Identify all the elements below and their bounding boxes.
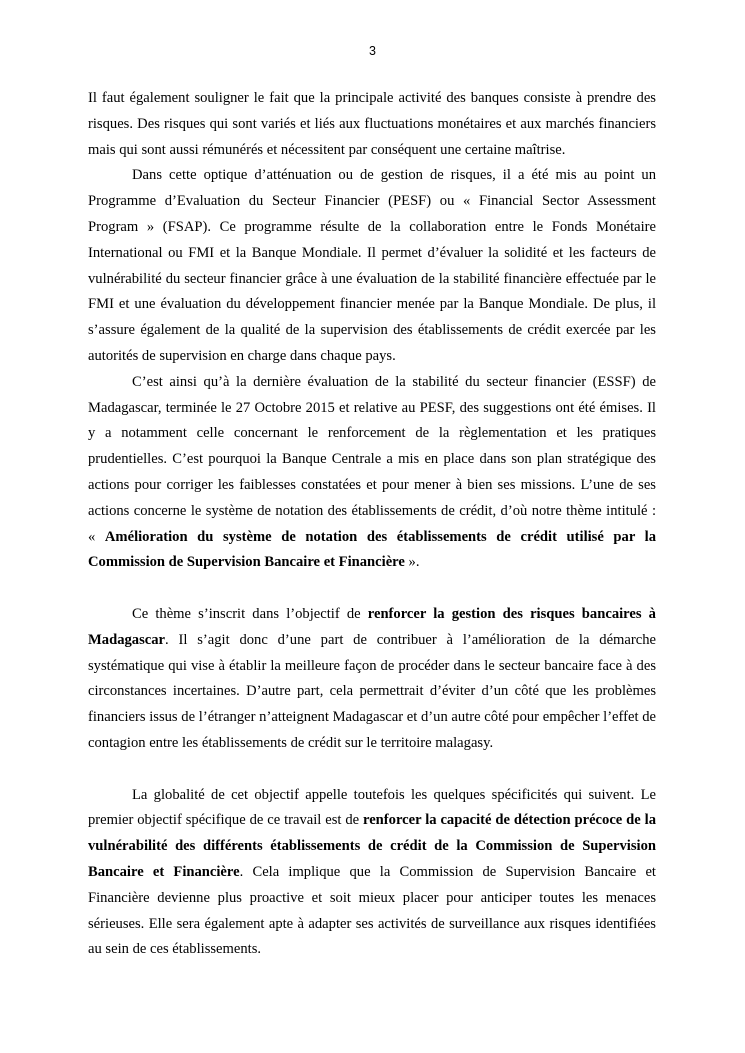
paragraph-4 — [88, 602, 656, 757]
page-number: 3 — [369, 44, 376, 58]
paragraph-3-closing: ». — [404, 554, 420, 571]
paragraph-3-theme-title: Amélioration du système de notation des établissements de crédit utilisé par la Commission de Supervision Bancaire et Financière — [88, 528, 656, 571]
paragraph-5-emphasis: renforcer la capacité de détection précoce de la vulnérabilité des différents établissements de crédit de la Commission de Supervision Bancaire et Financière — [88, 812, 656, 880]
paragraph-3 — [88, 370, 656, 576]
paragraph-3-text: C’est ainsi qu’à la dernière évaluation de la stabilité du secteur financier (ESSF) de Madagascar, terminée le 27 Octobre 2015 et relative au PESF, des suggestions ont été émises. Il y a notamment celle concernant le renforcement de la règlementation et les pratiques prudentielles. C’est pourquoi la Banque Centrale a mis en place dans son plan stratégique des actions pour corriger les faiblesses constatées et pour mener à bien ses missions. L’une de ses actions concerne le système de notation des établissements de crédit, d’où notre thème intitulé : « — [88, 373, 656, 545]
paragraph-5-text: La globalité de cet objectif appelle toutefois les quelques spécificités qui suivent. Le premier objectif spécifique de ce travail est de — [88, 786, 656, 829]
paragraph-4-rest: . Il s’agit donc d’une part de contribuer à l’amélioration de la démarche systématique qui vise à établir la meilleure façon de procéder dans le secteur bancaire face à des circonstances incertaines. D’autre part, cela permettrait d’éviter d’un côté que les problèmes financiers issus de l’étranger n’atteignent Madagascar et d’un autre côté pour empêcher l’effet de contagion entre les établissements de crédit sur le territoire malagasy. — [88, 631, 656, 751]
paragraph-2 — [88, 163, 656, 369]
paragraph-5 — [88, 783, 656, 964]
paragraph-1 — [88, 86, 656, 163]
paragraph-4-text: Ce thème s’inscrit dans l’objectif de — [132, 605, 368, 622]
paragraph-4-emphasis: renforcer la gestion des risques bancaires à Madagascar — [88, 605, 656, 648]
paragraph-2-text: Dans cette optique d’atténuation ou de gestion de risques, il a été mis au point un Programme d’Evaluation du Secteur Financier (PESF) ou « Financial Sector Assessment Program » (FSAP). Ce programme résulte de la collaboration entre le Fonds Monétaire International ou FMI et la Banque Mondiale. Il permet d’évaluer la solidité et les facteurs de vulnérabilité du secteur financier grâce à une évaluation de la stabilité financière effectuée par le FMI et une évaluation du développement financier menée par la Banque Mondiale. De plus, il s’assure également de la qualité de la supervision des établissements de crédit exercée par les autorités de supervision en charge dans chaque pays. — [88, 167, 656, 364]
document-body — [88, 86, 656, 963]
paragraph-5-rest: . Cela implique que la Commission de Supervision Bancaire et Financière devienne plus proactive et soit mieux placer pour anticiper toutes les menaces sérieuses. Elle sera également apte à adapter ses activités de surveillance aux risques identifiées au sein de ces établissements. — [88, 863, 656, 958]
paragraph-1-text: Il faut également souligner le fait que la principale activité des banques consiste à prendre des risques. Des risques qui sont variés et liés aux fluctuations monétaires et aux marchés financiers mais qui sont aussi rémunérés et nécessitent par conséquent une certaine maîtrise. — [88, 90, 656, 158]
